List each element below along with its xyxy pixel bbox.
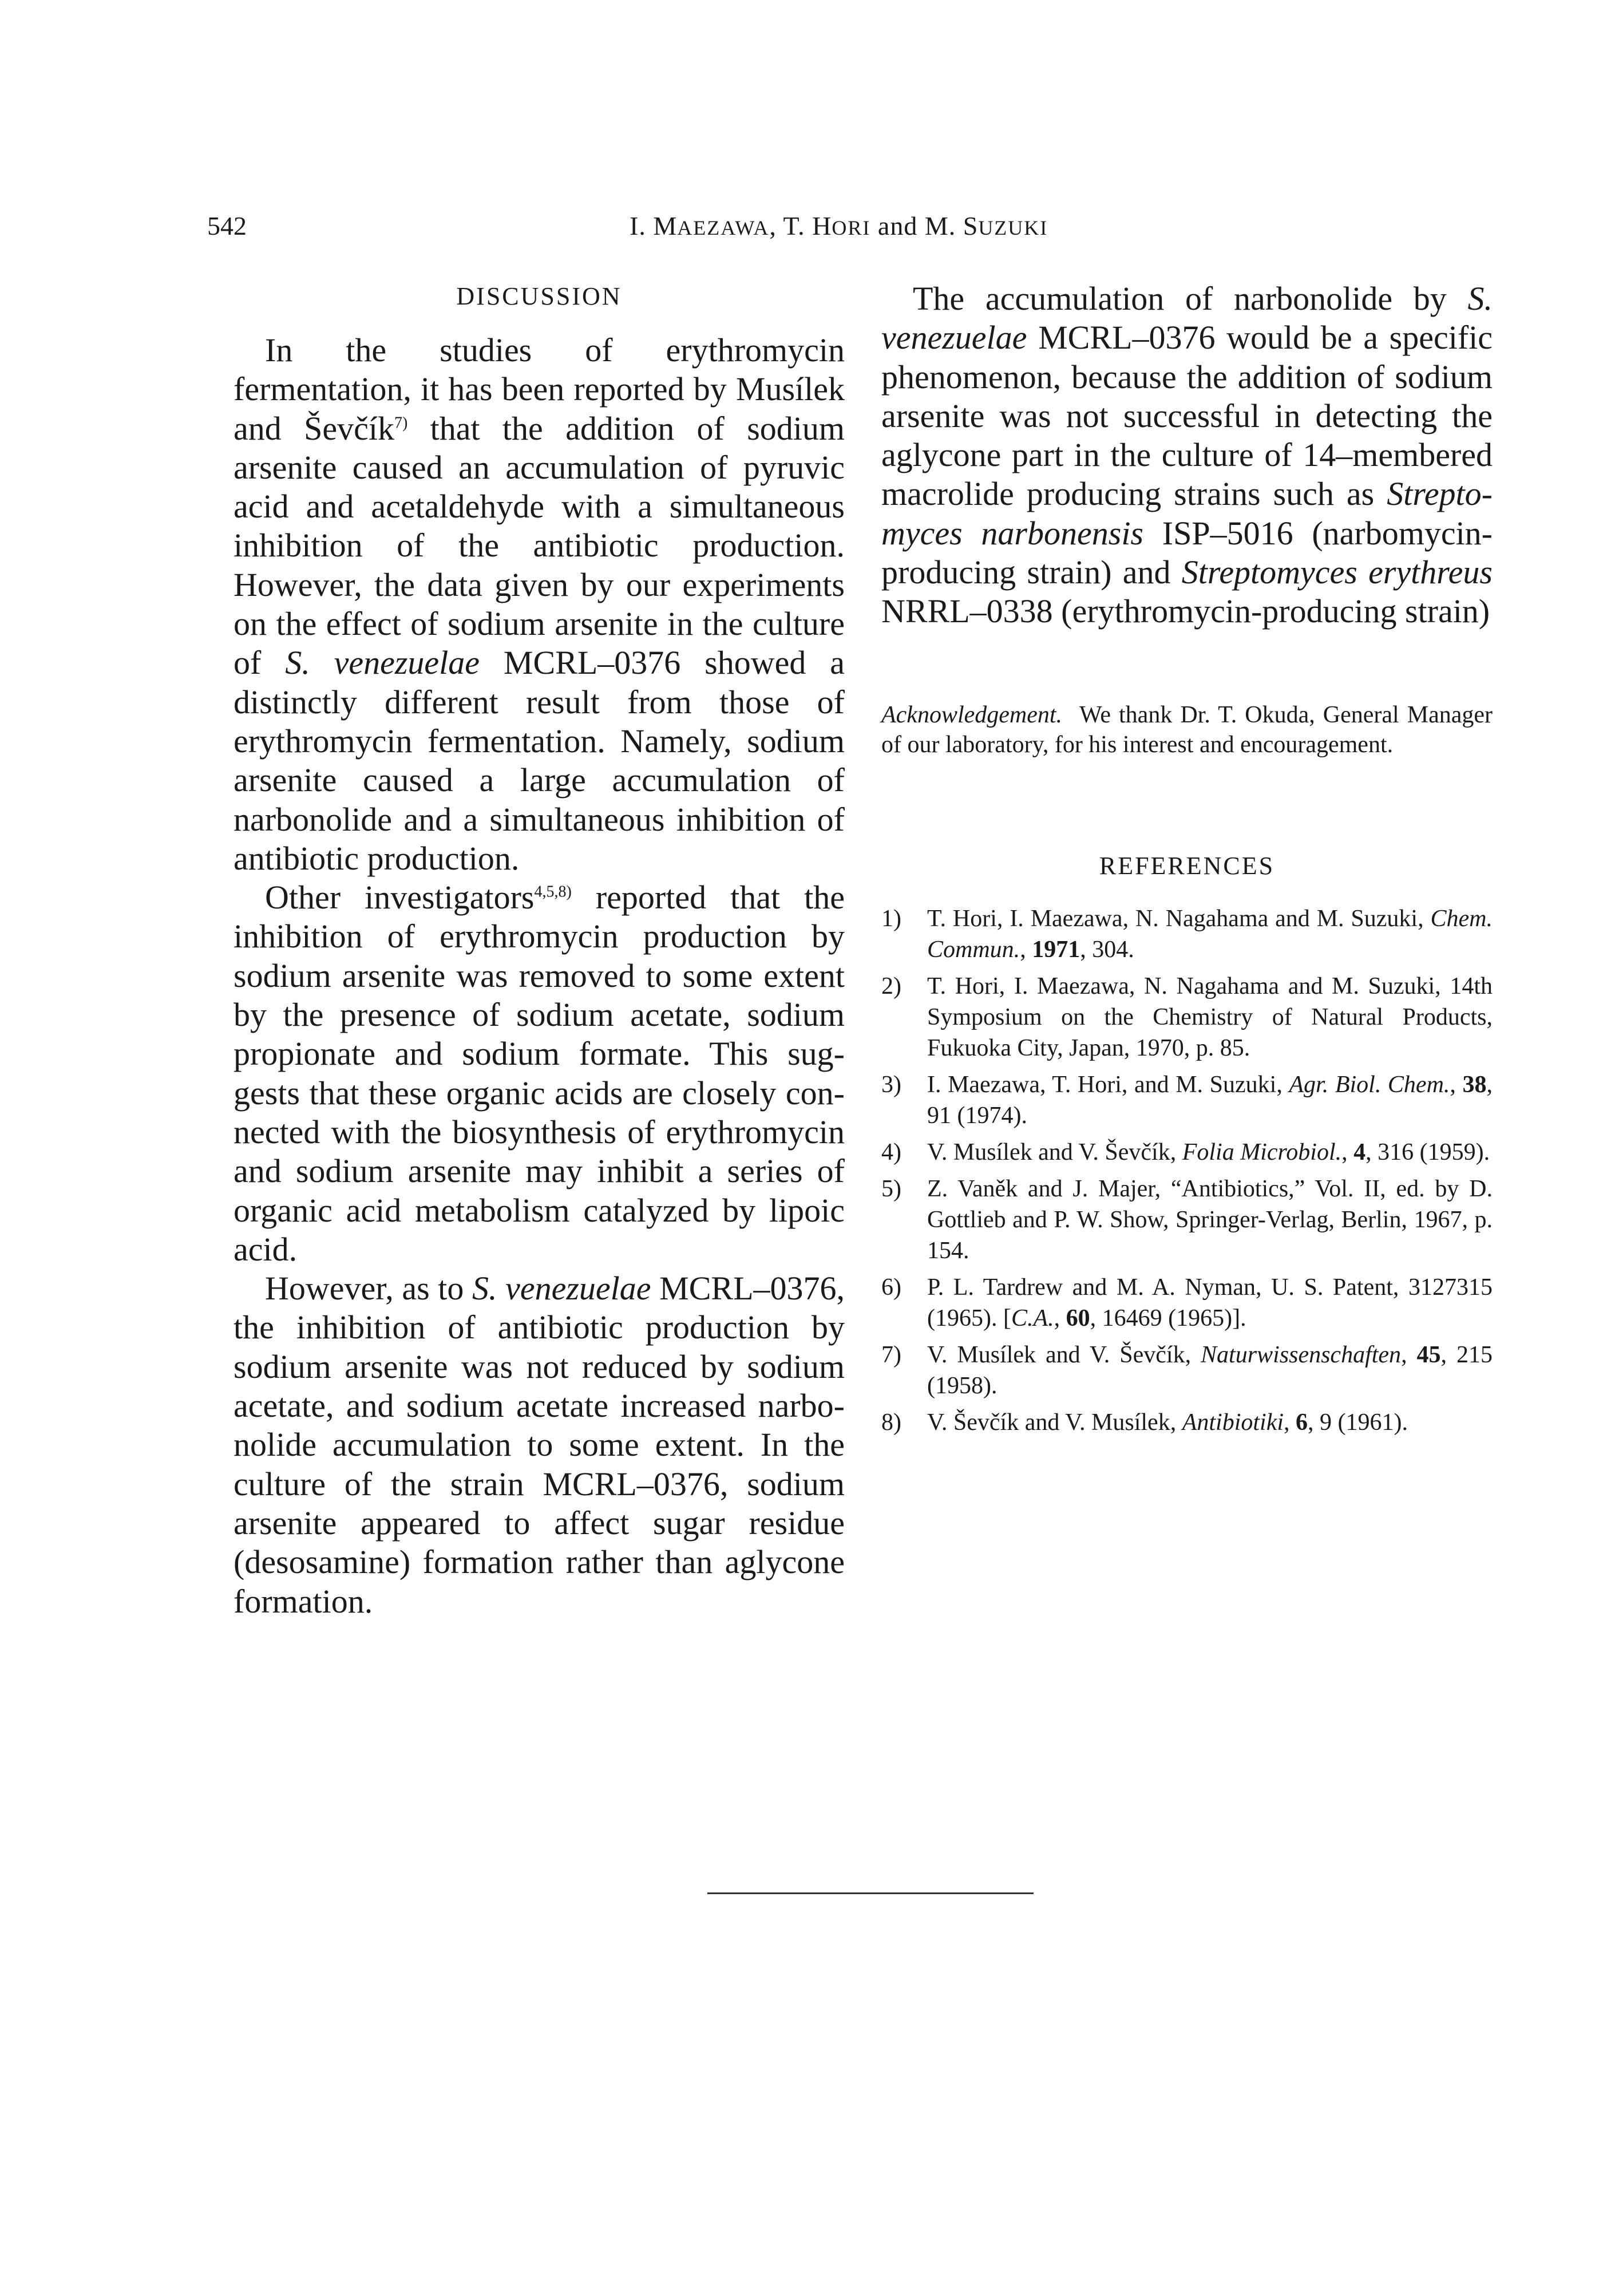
discussion-paragraph-4: The accumulation of narbonolide by S. venezuelae MCRL–0376 would be a specific phenomenon, because the addition of sodium arsenite was not successful in detecting the aglycone part in the culture of 14–membered macrolide producing strains such as Streptomyces narbonensis ISP–5016 (narbomycin-producing strain) and Streptomyces erythreus NRRL–0338 (erythromycin-producing strain) bbox=[881, 280, 1493, 630]
discussion-paragraph-2: Other investigators$^{4,5,8)}$ reported that the inhibition of erythromycin production by sodium arsenite was removed to some extent by the presence of sodium acetate, sodium propionate and sodium formate. This suggests that these organic acids are closely connected with the biosynthesis of erythromycin and sodium arsenite may inhibit a series of organic acid metabolism catalyzed by lipoic acid. bbox=[233, 879, 845, 1268]
page-header bbox=[0, 211, 1607, 245]
end-rule bbox=[707, 1892, 1034, 1894]
page-number: 542 bbox=[207, 211, 247, 240]
reference-item: 2) T. Hori, I. Maezawa, N. Nagahama and M. Suzuki, 14th Symposium on the Chemistry of Natural Products, Fukuoka City, Japan, 1970, p. 85. bbox=[881, 973, 1493, 1061]
acknowledgement-text: We thank Dr. T. Okuda, General Manager of our laboratory, for his interest and encouragement. bbox=[881, 701, 1493, 758]
references-heading: REFERENCES bbox=[1099, 851, 1275, 880]
reference-item: 5) Z. Vaněk and J. Majer, “Antibiotics,” Vol. II, ed. by D. Gottlieb and P. W. Show, Springer-Verlag, Berlin, 1967, p. 154. bbox=[881, 1175, 1493, 1264]
reference-item: 3) I. Maezawa, T. Hori, and M. Suzuki, Agr. Biol. Chem., 38, 91 (1974). bbox=[881, 1071, 1493, 1129]
reference-item: 6) P. L. Tardrew and M. A. Nyman, U. S. Patent, 3127315 (1965). [C.A., 60, 16469 (1965)]. bbox=[881, 1274, 1493, 1331]
reference-item: 4) V. Musílek and V. Ševčík, Folia Microbiol., 4, 316 (1959). bbox=[881, 1139, 1490, 1165]
left-column bbox=[233, 279, 845, 1621]
discussion-paragraph-3: However, as to S. venezuelae MCRL–0376, the inhibition of antibiotic production by sodium arsenite was not reduced by sodium acetate, and sodium acetate increased narbonolide accumulation to some extent. In the culture of the strain MCRL–0376, sodium arsenite appeared to affect sugar residue (desosamine) formation rather than aglycone formation. bbox=[233, 1270, 845, 1620]
reference-item: 1) T. Hori, I. Maezawa, N. Nagahama and M. Suzuki, Chem. Commun., 1971, 304. bbox=[881, 905, 1493, 963]
discussion-heading: DISCUSSION bbox=[456, 282, 622, 310]
acknowledgement-label: Acknowledgement. bbox=[881, 701, 1063, 728]
reference-item: 7) V. Musílek and V. Ševčík, Naturwissenschaften, 45, 215 (1958). bbox=[881, 1341, 1493, 1399]
right-column bbox=[881, 279, 1493, 1444]
acknowledgement bbox=[881, 700, 1493, 760]
running-head-authors: I. MAEZAWA, T. HORI and M. SUZUKI bbox=[630, 211, 1048, 240]
reference-item: 8) V. Ševčík and V. Musílek, Antibiotiki, 6, 9 (1961). bbox=[881, 1409, 1408, 1436]
discussion-paragraph-1: In the studies of erythromycin fermentation, it has been reported by Musílek and Ševčík$^{7)}$ that the addition of sodium arsenite caused an accumulation of pyruvic acid and acetaldehyde with a simultaneous inhibition of the antibiotic production. However, the data given by our experiments on the effect of sodium arsenite in the culture of S. venezuelae MCRL–0376 showed a distinctly different result from those of erythromycin fermentation. Namely, sodium arsenite caused a large accumulation of narbonolide and a simultaneous inhibition of antibiotic production. bbox=[233, 331, 845, 877]
